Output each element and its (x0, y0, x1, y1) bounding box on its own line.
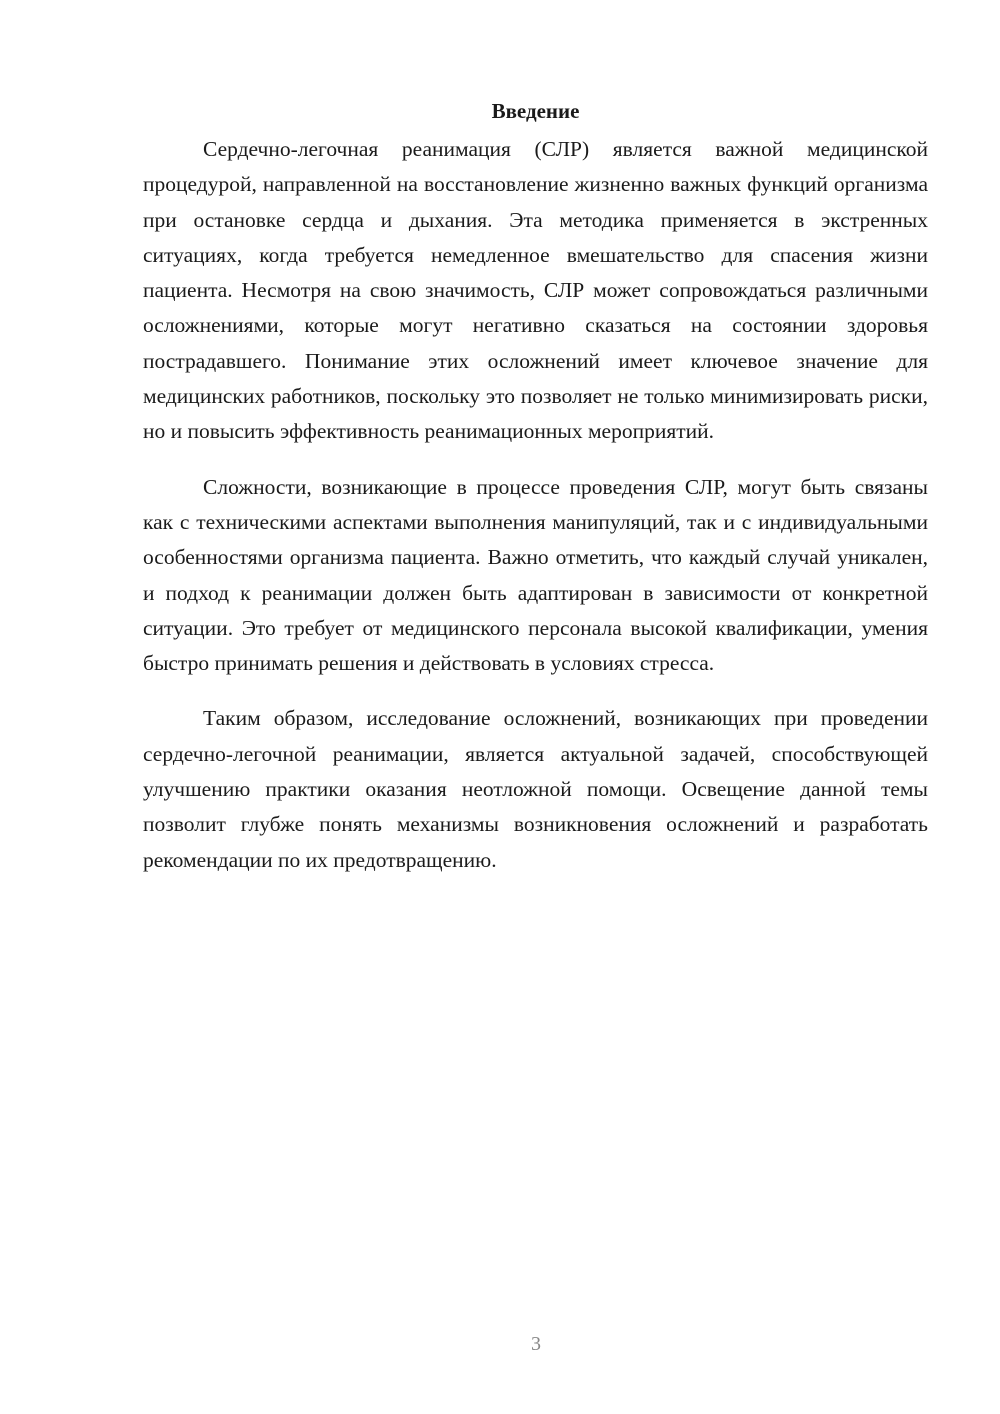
page-number: 3 (531, 1333, 541, 1355)
paragraph-1: Сердечно-легочная реанимация (СЛР) является важной медицинской процедурой, направленной на восстановление жизненно важных функций организма при остановке сердца и дыхания. Эта методика применяется в экстренных ситуациях, когда требуется немедленное вмешательство для спасения жизни пациента. Несмотря на свою значимость, СЛР может сопровождаться различными осложнениями, которые могут негативно сказаться на состоянии здоровья пострадавшего. Понимание этих осложнений имеет ключевое значение для медицинских работников, поскольку это позволяет не только минимизировать риски, но и повысить эффективность реанимационных мероприятий. (143, 137, 928, 444)
paragraph-3: Таким образом, исследование осложнений, возникающих при проведении сердечно-легочной реанимации, является актуальной задачей, способствующей улучшению практики оказания неотложной помощи. Освещение данной темы позволит глубже понять механизмы возникновения осложнений и разработать рекомендации по их предотвращению. (143, 706, 928, 872)
section-title: Введение (491, 99, 580, 123)
page-content (143, 95, 928, 878)
paragraph-2: Сложности, возникающие в процессе проведения СЛР, могут быть связаны как с техническими аспектами выполнения манипуляций, так и с индивидуальными особенностями организма пациента. Важно отметить, что каждый случай уникален, и подход к реанимации должен быть адаптирован в зависимости от конкретной ситуации. Это требует от медицинского персонала высокой квалификации, умения быстро принимать решения и действовать в условиях стресса. (143, 474, 928, 676)
